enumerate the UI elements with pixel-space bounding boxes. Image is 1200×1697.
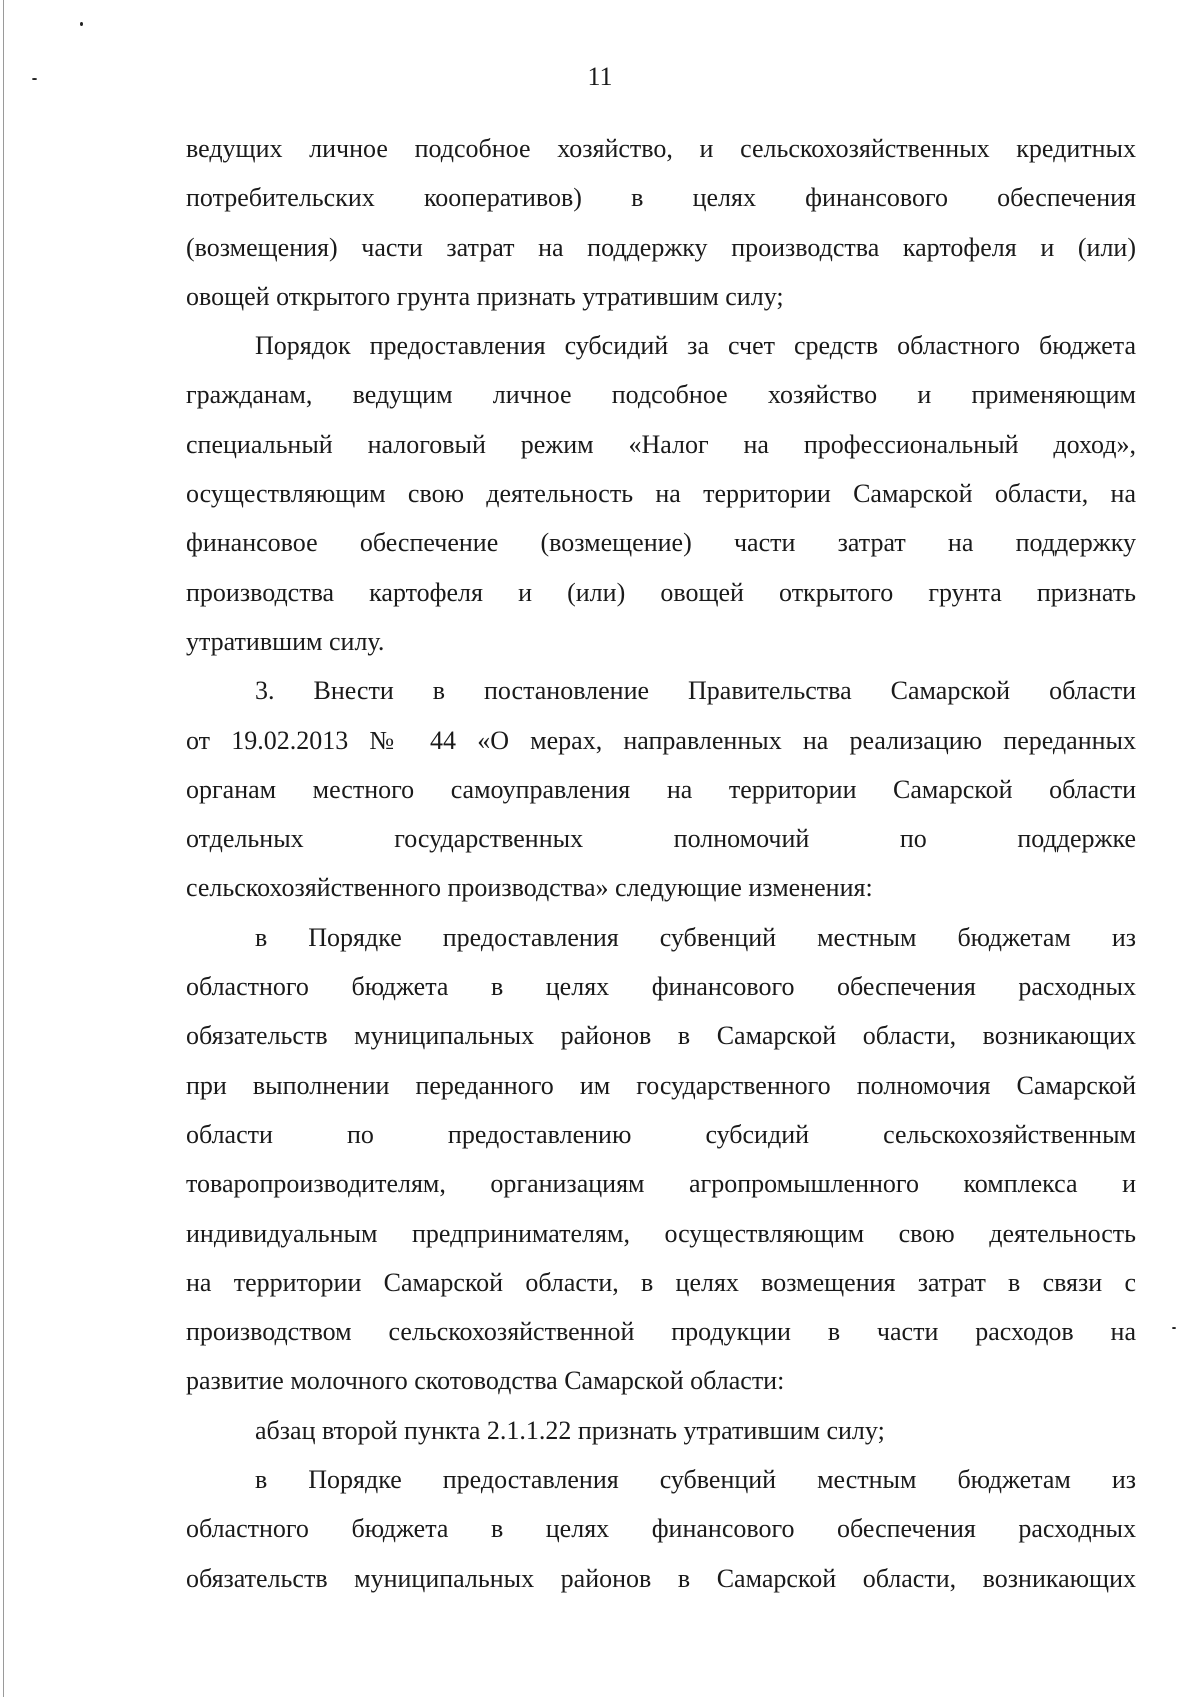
text-line: области по предоставлению субсидий сельскохозяйственным bbox=[186, 1119, 1136, 1149]
text-line: обязательств муниципальных районов в Самарской области, возникающих bbox=[186, 1563, 1136, 1593]
text-line: ведущих личное подсобное хозяйство, и сельскохозяйственных кредитных bbox=[186, 134, 1136, 163]
text-line: областного бюджета в целях финансового обеспечения расходных bbox=[186, 1514, 1136, 1544]
text-line: специальный налоговый режим «Налог на профессиональный доход», bbox=[186, 429, 1136, 459]
text-line: гражданам, ведущим личное подсобное хозяйство и применяющим bbox=[186, 380, 1136, 410]
text-line: областного бюджета в целях финансового обеспечения расходных bbox=[186, 972, 1136, 1002]
text-line: органам местного самоуправления на территории Самарской области bbox=[186, 774, 1136, 804]
scan-left-edge bbox=[3, 0, 4, 1697]
text-line: финансовое обеспечение (возмещение) части затрат на поддержку bbox=[186, 528, 1136, 558]
text-line: производства картофеля и (или) овощей открытого грунта признать bbox=[186, 577, 1136, 607]
text-line: товаропроизводителям, организациям агропромышленного комплекса и bbox=[186, 1169, 1136, 1199]
page-number: 11 bbox=[587, 62, 613, 91]
scan-speck bbox=[80, 22, 83, 26]
scan-speck bbox=[1172, 1327, 1176, 1329]
text-line: 3. Внести в постановление Правительства Самарской области bbox=[255, 676, 1136, 706]
text-line: Порядок предоставления субсидий за счет средств областного бюджета bbox=[255, 331, 1136, 361]
text-line: развитие молочного скотоводства Самарской области: bbox=[186, 1366, 785, 1396]
text-line: от 19.02.2013 № 44 «О мерах, направленных на реализацию переданных bbox=[186, 725, 1136, 755]
text-line: производством сельскохозяйственной продукции в части расходов на bbox=[186, 1317, 1136, 1347]
text-line: утратившим силу. bbox=[186, 626, 385, 656]
text-line: (возмещения) части затрат на поддержку производства картофеля и (или) bbox=[186, 232, 1136, 262]
text-line: осуществляющим свою деятельность на территории Самарской области, на bbox=[186, 479, 1136, 509]
text-line: индивидуальным предпринимателям, осуществляющим свою деятельность bbox=[186, 1218, 1136, 1248]
text-line: овощей открытого грунта признать утратившим силу; bbox=[186, 281, 784, 311]
document-body bbox=[186, 124, 1136, 1603]
text-line: при выполнении переданного им государственного полномочия Самарской bbox=[186, 1070, 1136, 1100]
text-line: сельскохозяйственного производства» следующие изменения: bbox=[186, 873, 873, 903]
text-line: абзац второй пункта 2.1.1.22 признать утратившим силу; bbox=[255, 1415, 885, 1445]
text-line: в Порядке предоставления субвенций местным бюджетам из bbox=[255, 1465, 1136, 1495]
text-line: на территории Самарской области, в целях возмещения затрат в связи с bbox=[186, 1267, 1136, 1297]
text-line: в Порядке предоставления субвенций местным бюджетам из bbox=[255, 922, 1136, 952]
text-line: потребительских кооперативов) в целях финансового обеспечения bbox=[186, 183, 1136, 213]
text-line: обязательств муниципальных районов в Самарской области, возникающих bbox=[186, 1021, 1136, 1051]
text-line: отдельных государственных полномочий по поддержке bbox=[186, 824, 1136, 854]
